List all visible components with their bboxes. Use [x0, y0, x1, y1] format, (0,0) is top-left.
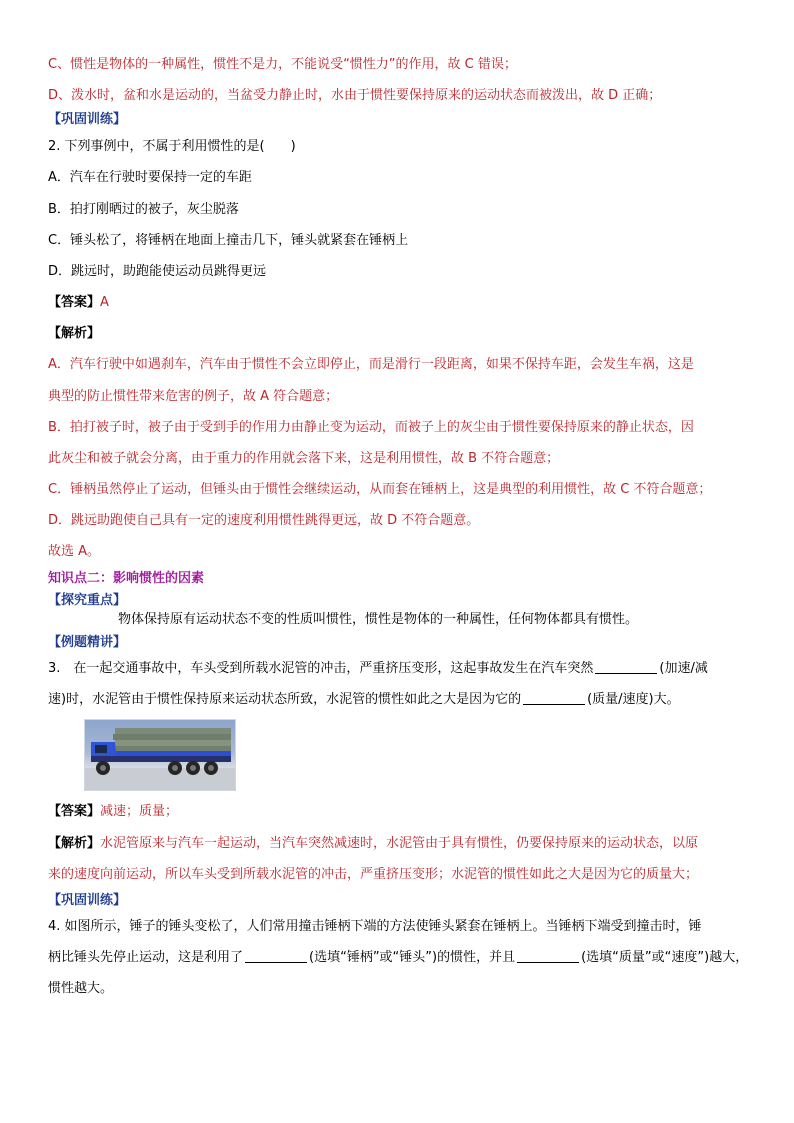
q4-blank-2	[517, 948, 579, 963]
q3-blank-1	[595, 659, 657, 674]
answer-3	[48, 802, 746, 822]
explain-d: D．跳远助跑使自己具有一定的速度利用惯性跳得更远，故 D 不符合题意。	[48, 513, 480, 528]
answer-2	[48, 293, 746, 313]
question-3-line-2	[48, 690, 746, 710]
section-tag-consolidation: 【巩固训练】	[48, 112, 127, 127]
q3-blank-2	[523, 690, 585, 705]
choose-line: 故选 A。	[48, 544, 101, 559]
q3-text-b: 速)时，水泥管由于惯性保持原来运动状态所致，水泥管的惯性如此之大是因为它的	[48, 692, 522, 707]
truck-illustration	[85, 720, 235, 790]
analysis-3-text-a: 水泥管原来与汽车一起运动，当汽车突然减速时，水泥管由于具有惯性，仍要保持原来的运动状态，以原	[100, 836, 699, 851]
section-tag-consolidation-2: 【巩固训练】	[48, 893, 127, 908]
q4-text-c: (选填“质量”或“速度”)越大，	[581, 950, 749, 965]
option-2a: A．汽车在行驶时要保持一定的车距	[48, 170, 252, 185]
analysis-c-line: C、惯性是物体的一种属性，惯性不是力，不能说受“惯性力”的作用，故 C 错误；	[48, 57, 517, 72]
answer-tag: 【答案】	[48, 295, 101, 310]
explain-a-2: 典型的防止惯性带来危害的例子，故 A 符合题意；	[48, 389, 339, 404]
analysis-tag-2: 【解析】	[48, 326, 101, 341]
option-2d: D．跳远时，助跑能使运动员跳得更远	[48, 264, 267, 279]
truck-photo	[84, 719, 236, 791]
section-tag-focus: 【探究重点】	[48, 593, 127, 608]
answer-value: A	[100, 295, 109, 310]
q4-text-b: (选填“锤柄”或“锤头”)的惯性，并且	[309, 950, 516, 965]
section-tag-example: 【例题精讲】	[48, 635, 127, 650]
question-3-line-1	[48, 659, 746, 679]
answer-value: 减速；质量；	[100, 804, 179, 819]
analysis-tag: 【解析】	[48, 836, 101, 851]
q3-text-a: 3. 在一起交通事故中，车头受到所载水泥管的冲击，严重挤压变形，这起事故发生在汽车突然	[48, 661, 594, 676]
analysis-3-line-2: 来的速度向前运动，所以车头受到所载水泥管的冲击，严重挤压变形；水泥管的惯性如此之大是因为它的质量大；	[48, 867, 699, 882]
answer-tag: 【答案】	[48, 804, 101, 819]
question-4-line-1: 4. 如图所示，锤子的锤头变松了，人们常用撞击锤柄下端的方法使锤头紧套在锤柄上。当锤柄下端受到撞击时，锤	[48, 919, 702, 934]
knowledge-point-2: 知识点二：影响惯性的因素	[48, 571, 205, 586]
question-4-line-3: 惯性越大。	[48, 981, 114, 996]
explain-a-1: A．汽车行驶中如遇刹车，汽车由于惯性不会立即停止，而是滑行一段距离，如果不保持车距，会发生车祸，这是	[48, 357, 694, 372]
explain-c: C．锤柄虽然停止了运动，但锤头由于惯性会继续运动，从而套在锤柄上，这是典型的利用惯性，故 C 不符合题意；	[48, 482, 712, 497]
question-2: 2. 下列事例中，不属于利用惯性的是( )	[48, 139, 296, 154]
option-2b: B．拍打刚晒过的被子，灰尘脱落	[48, 202, 239, 217]
q3-text-b-post: (质量/速度)大。	[587, 692, 680, 707]
analysis-3-line-1	[48, 834, 746, 854]
option-2c: C．锤头松了，将锤柄在地面上撞击几下，锤头就紧套在锤柄上	[48, 233, 409, 248]
analysis-d-line: D、泼水时，盆和水是运动的，当盆受力静止时，水由于惯性要保持原来的运动状态而被泼出，故 D 正确；	[48, 88, 662, 103]
explain-b-1: B．拍打被子时，被子由于受到手的作用力由静止变为运动，而被子上的灰尘由于惯性要保持原来的静止状态，因	[48, 420, 694, 435]
explain-b-2: 此灰尘和被子就会分离，由于重力的作用就会落下来，这是利用惯性，故 B 不符合题意；	[48, 451, 560, 466]
q3-text-a-post: (加速/减	[659, 661, 708, 676]
q4-text-a: 柄比锤头先停止运动，这是利用了	[48, 950, 244, 965]
focus-text: 物体保持原有运动状态不变的性质叫惯性，惯性是物体的一种属性，任何物体都具有惯性。	[118, 612, 639, 627]
q4-blank-1	[245, 948, 307, 963]
question-4-line-2	[48, 948, 749, 968]
